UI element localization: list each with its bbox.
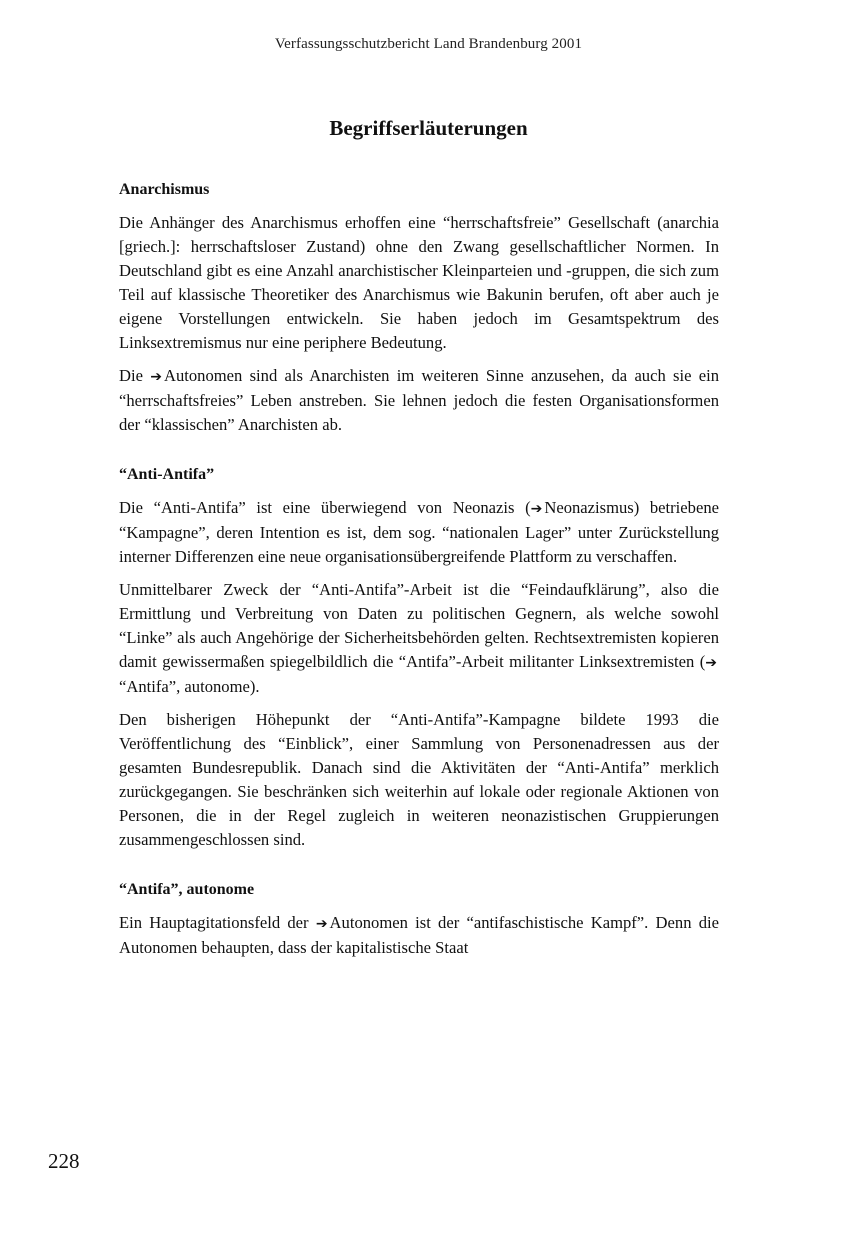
entry-title: “Antifa”, autonome bbox=[119, 881, 255, 898]
paragraph-text: Unmittelbarer Zweck der “Anti-Antifa”-Arbeit ist die “Feindaufklärung”, also die Ermittlung und Verbreitung von Daten zu politischen Gegnern, als welche sowohl “Linke” als auch Angehörige der Sicherheitsbehörden gelten. Rechtsextremisten kopieren damit gewissermaßen spiegelbildlich die “Antifa”-Arbeit militanter Linksextremisten ( bbox=[119, 580, 719, 671]
right-arrow-icon: ➔ bbox=[150, 369, 162, 385]
right-arrow-icon: ➔ bbox=[530, 501, 543, 517]
paragraph-text: Ein Hauptagitationsfeld der bbox=[119, 913, 316, 932]
entry-title: Anarchismus bbox=[119, 181, 210, 198]
page-title: Begriffserläuterungen bbox=[329, 116, 528, 140]
entry-paragraph bbox=[119, 911, 719, 960]
entry-paragraph: Den bisherigen Höhepunkt der “Anti-Antifa”-Kampagne bildete 1993 die Veröffentlichung des “Einblick”, einer Sammlung von Personenadressen aus der gesamten Bundesrepublik. Danach sind die Aktivitäten der “Anti-Antifa” merklich zurückgegangen. Sie beschränken sich weiterhin auf lokale oder regionale Aktionen von Personen, die in der Regel zugleich in weiteren neonazistischen Gruppierungen zusammengeschlossen sind. bbox=[119, 710, 719, 849]
paragraph-text: “Antifa”, autonome). bbox=[119, 677, 260, 696]
right-arrow-icon: ➔ bbox=[705, 655, 717, 671]
paragraph-text: Autonomen ist der “antifaschistische Kampf”. Denn die Autonomen behaupten, dass der kapitalistische Staat bbox=[119, 913, 720, 957]
entry-paragraph bbox=[119, 496, 719, 569]
running-header: Verfassungsschutzbericht Land Brandenburg 2001 bbox=[274, 36, 583, 52]
entry-anarchismus bbox=[119, 180, 719, 437]
right-arrow-icon: ➔ bbox=[315, 916, 328, 932]
paragraph-text: Die bbox=[119, 366, 151, 385]
entry-paragraph bbox=[119, 578, 719, 699]
paragraph-text: Neonazismus) betriebene “Kampagne”, deren Intention es ist, dem sog. “nationalen Lager” unter Zurückstellung interner Differenzen eine neue organisationsübergreifende Plattform zu verschaffen. bbox=[119, 498, 719, 566]
entry-paragraph bbox=[119, 364, 719, 437]
entry-title: “Anti-Antifa” bbox=[119, 466, 215, 483]
paragraph-text: Autonomen sind als Anarchisten im weiteren Sinne anzusehen, da auch sie ein “herrschaftsfreies” Leben anstreben. Sie lehnen jedoch die festen Organisationsformen der “klassischen” Anarchisten ab. bbox=[119, 366, 720, 434]
entry-paragraph: Die Anhänger des Anarchismus erhoffen eine “herrschaftsfreie” Gesellschaft (anarchia [griech.]: herrschaftsloser Zustand) ohne den Zwang gesellschaftlicher Normen. In Deutschland gibt es eine Anzahl anarchistischer Kleinparteien und -gruppen, die sich zum Teil auf klassische Theoretiker des Anarchismus wie Bakunin berufen, oft aber auch je eigene Vorstellungen entwickeln. Sie haben jedoch im Gesamtspektrum des Linksextremismus nur eine periphere Bedeutung. bbox=[119, 213, 719, 352]
page-number: 228 bbox=[48, 1149, 80, 1173]
glossary-content bbox=[119, 180, 719, 969]
entry-anti-antifa bbox=[119, 465, 719, 852]
paragraph-text: Die “Anti-Antifa” ist eine überwiegend von Neonazis ( bbox=[119, 498, 531, 517]
entry-antifa-autonome bbox=[119, 880, 719, 960]
